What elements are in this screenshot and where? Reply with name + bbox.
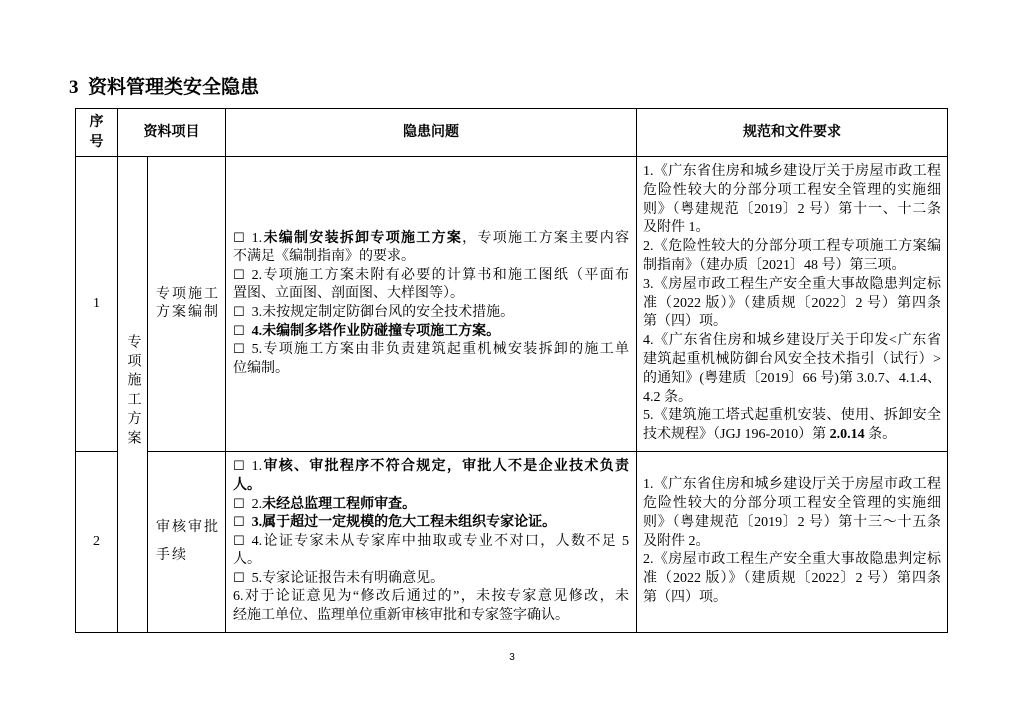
item-name-cell bbox=[148, 452, 226, 633]
regulation-text: 4.2 条。 bbox=[643, 389, 692, 405]
regulation-line bbox=[643, 514, 941, 533]
regulation-line bbox=[643, 219, 941, 238]
regulation-text: 则》（粤建规范〔2019〕2 号）第十一、十二条 bbox=[643, 201, 941, 217]
regulation-text: 准（2022 版）》（建质规〔2022〕2 号）第四条 bbox=[643, 571, 941, 587]
regulation-text: 危险性较大的分部分项工程安全管理的实施细 bbox=[643, 182, 941, 198]
hazard-line bbox=[233, 458, 629, 477]
hazard-text: ，专项施工方案主要内容 bbox=[462, 230, 630, 246]
item-name-cell bbox=[148, 157, 226, 452]
hazard-line bbox=[233, 230, 629, 249]
item-name-line: 专项施工 bbox=[156, 287, 220, 302]
hazard-text: 不满足《编制指南》的要求。 bbox=[233, 249, 415, 265]
hazard-cell bbox=[226, 157, 637, 452]
hazard-line bbox=[233, 267, 629, 286]
regulation-text: 2.《危险性较大的分部分项工程专项施工方案编 bbox=[643, 239, 941, 255]
regulation-text: 及附件 1。 bbox=[643, 220, 710, 236]
hazard-line bbox=[233, 551, 629, 570]
checkbox-icon: ☐ bbox=[233, 305, 245, 320]
regulation-text: 条。 bbox=[864, 427, 897, 443]
hazard-text: 经施工单位、监理单位重新审核审批和专家签字确认。 bbox=[233, 608, 569, 624]
hazard-text: 2. bbox=[251, 496, 263, 512]
regulation-text: 建筑起重机械防御台风安全技术指引（试行）> bbox=[643, 351, 941, 367]
hazard-text-bold: 审核、审批程序不符合规定，审批人不是企业技术负责 bbox=[262, 459, 629, 475]
checkbox-icon: ☐ bbox=[233, 515, 245, 531]
hazard-line bbox=[233, 496, 629, 515]
hazard-text-bold: 未经总监理工程师审查。 bbox=[262, 496, 417, 512]
hazard-line bbox=[233, 304, 629, 323]
regulation-text: 3.《房屋市政工程生产安全重大事故隐患判定标 bbox=[643, 276, 941, 292]
regulation-line bbox=[643, 182, 941, 201]
hazard-line bbox=[233, 533, 629, 552]
regulation-text: 危险性较大的分部分项工程安全管理的实施细 bbox=[643, 496, 941, 511]
regulation-line bbox=[643, 238, 941, 257]
hazard-text: 2.专项施工方案未附有必要的计算书和施工图纸（平面布 bbox=[251, 267, 629, 283]
regulation-text: 1.《广东省住房和城乡建设厅关于房屋市政工程 bbox=[643, 164, 941, 180]
regulation-line bbox=[643, 201, 941, 220]
regulation-text: 及附件 2。 bbox=[643, 533, 710, 549]
regulation-line bbox=[643, 570, 941, 589]
hazard-line bbox=[233, 570, 629, 589]
header-rules: 规范和文件要求 bbox=[637, 109, 948, 157]
checkbox-icon: ☐ bbox=[233, 496, 245, 512]
header-seq-line: 序 bbox=[89, 114, 104, 130]
hazard-line bbox=[233, 323, 629, 342]
regulation-line bbox=[643, 551, 941, 570]
regulation-line bbox=[643, 533, 941, 552]
hazard-text: 5.专项施工方案由非负责建筑起重机械安装拆卸的施工单 bbox=[251, 342, 629, 358]
hazard-text-bold: 人。 bbox=[233, 477, 261, 493]
hazard-line bbox=[233, 341, 629, 360]
hazard-table bbox=[75, 108, 948, 633]
regulation-cell bbox=[637, 157, 948, 452]
header-item: 资料项目 bbox=[118, 109, 226, 157]
hazard-text-bold: 4.未编制多塔作业防碰撞专项施工方案。 bbox=[251, 323, 501, 339]
hazard-text: 4.论证专家未从专家库中抽取或专业不对口，人数不足 5 bbox=[251, 533, 629, 549]
regulation-line bbox=[643, 370, 941, 389]
table-row bbox=[76, 452, 948, 633]
hazard-line bbox=[233, 360, 629, 379]
regulation-text: 4.《广东省住房和城乡建设厅关于印发<广东省 bbox=[643, 333, 941, 349]
hazard-line bbox=[233, 588, 629, 607]
hazard-text: 3.未按规定制定防御台风的安全技术措施。 bbox=[251, 305, 515, 320]
hazard-text: 置图、立面图、剖面图、大样图等）。 bbox=[233, 286, 464, 302]
regulation-text: 则》（粤建规范〔2019〕2 号）第十三～十五条 bbox=[643, 514, 941, 530]
regulation-line bbox=[643, 257, 941, 276]
item-name-line: 审核审批 bbox=[156, 520, 220, 535]
hazard-cell bbox=[226, 452, 637, 633]
regulation-text-bold: 2.0.14 bbox=[829, 427, 865, 443]
hazard-text: 5.专家论证报告未有明确意见。 bbox=[251, 570, 445, 586]
regulation-line bbox=[643, 476, 941, 495]
hazard-line bbox=[233, 514, 629, 533]
table-header-row bbox=[76, 109, 948, 157]
checkbox-icon: ☐ bbox=[233, 230, 245, 246]
checkbox-icon: ☐ bbox=[233, 342, 245, 358]
header-seq-line: 号 bbox=[89, 134, 104, 150]
hazard-line bbox=[233, 285, 629, 304]
hazard-line bbox=[233, 248, 629, 267]
hazard-text: 6.对于论证意见为“修改后通过的”，未按专家意见修改，未 bbox=[233, 589, 629, 605]
regulation-line bbox=[643, 589, 941, 608]
checkbox-icon: ☐ bbox=[233, 570, 245, 586]
hazard-text: 1. bbox=[251, 459, 263, 475]
checkbox-icon: ☐ bbox=[233, 323, 245, 339]
hazard-text: 1. bbox=[251, 230, 263, 246]
regulation-line bbox=[643, 351, 941, 370]
regulation-text: 第（四）项。 bbox=[643, 589, 727, 605]
regulation-text: 2.《房屋市政工程生产安全重大事故隐患判定标 bbox=[643, 552, 941, 568]
row-number: 1 bbox=[76, 157, 118, 452]
checkbox-icon: ☐ bbox=[233, 267, 245, 283]
section-title: 3 资料管理类安全隐患 bbox=[69, 77, 260, 98]
regulation-line bbox=[643, 407, 941, 426]
table-row bbox=[76, 157, 948, 452]
hazard-text-bold: 未编制安装拆卸专项施工方案 bbox=[262, 230, 463, 246]
regulation-text: 技术规程》（JGJ 196-2010）第 bbox=[643, 427, 830, 443]
regulation-text: 1.《广东省住房和城乡建设厅关于房屋市政工程 bbox=[643, 477, 941, 493]
item-name-line: 方案编制 bbox=[156, 305, 220, 320]
header-hazard: 隐患问题 bbox=[226, 109, 637, 157]
regulation-line bbox=[643, 313, 941, 332]
regulation-text: 制指南》（建办质〔2021〕48 号）第三项。 bbox=[643, 258, 906, 273]
regulation-line bbox=[643, 163, 941, 182]
item-name-line: 手续 bbox=[156, 548, 188, 563]
checkbox-icon: ☐ bbox=[233, 459, 245, 475]
regulation-line bbox=[643, 295, 941, 314]
regulation-cell bbox=[637, 452, 948, 633]
regulation-line bbox=[643, 276, 941, 295]
regulation-line bbox=[643, 332, 941, 351]
category-cell bbox=[118, 157, 148, 633]
regulation-text: 准（2022 版）》（建质规〔2022〕2 号）第四条 bbox=[643, 295, 941, 311]
regulation-text: 的通知》(粤建质〔2019〕66 号)第 3.0.7、4.1.4、 bbox=[643, 370, 941, 386]
regulation-line bbox=[643, 389, 941, 408]
regulation-line bbox=[643, 495, 941, 514]
category-label: 专项施工方案 bbox=[125, 334, 141, 450]
page-number: 3 bbox=[509, 652, 515, 663]
checkbox-icon: ☐ bbox=[233, 533, 245, 549]
hazard-line bbox=[233, 477, 629, 496]
regulation-text: 第（四）项。 bbox=[643, 314, 727, 330]
row-number: 2 bbox=[76, 452, 118, 633]
hazard-text: 位编制。 bbox=[233, 360, 289, 376]
header-seq bbox=[76, 109, 118, 157]
hazard-text: 人。 bbox=[233, 552, 261, 568]
hazard-line bbox=[233, 607, 629, 626]
regulation-text: 5.《建筑施工塔式起重机安装、使用、拆卸安全 bbox=[643, 408, 941, 424]
regulation-line bbox=[643, 426, 941, 445]
hazard-text-bold: 3.属于超过一定规模的危大工程未组织专家论证。 bbox=[251, 515, 557, 531]
